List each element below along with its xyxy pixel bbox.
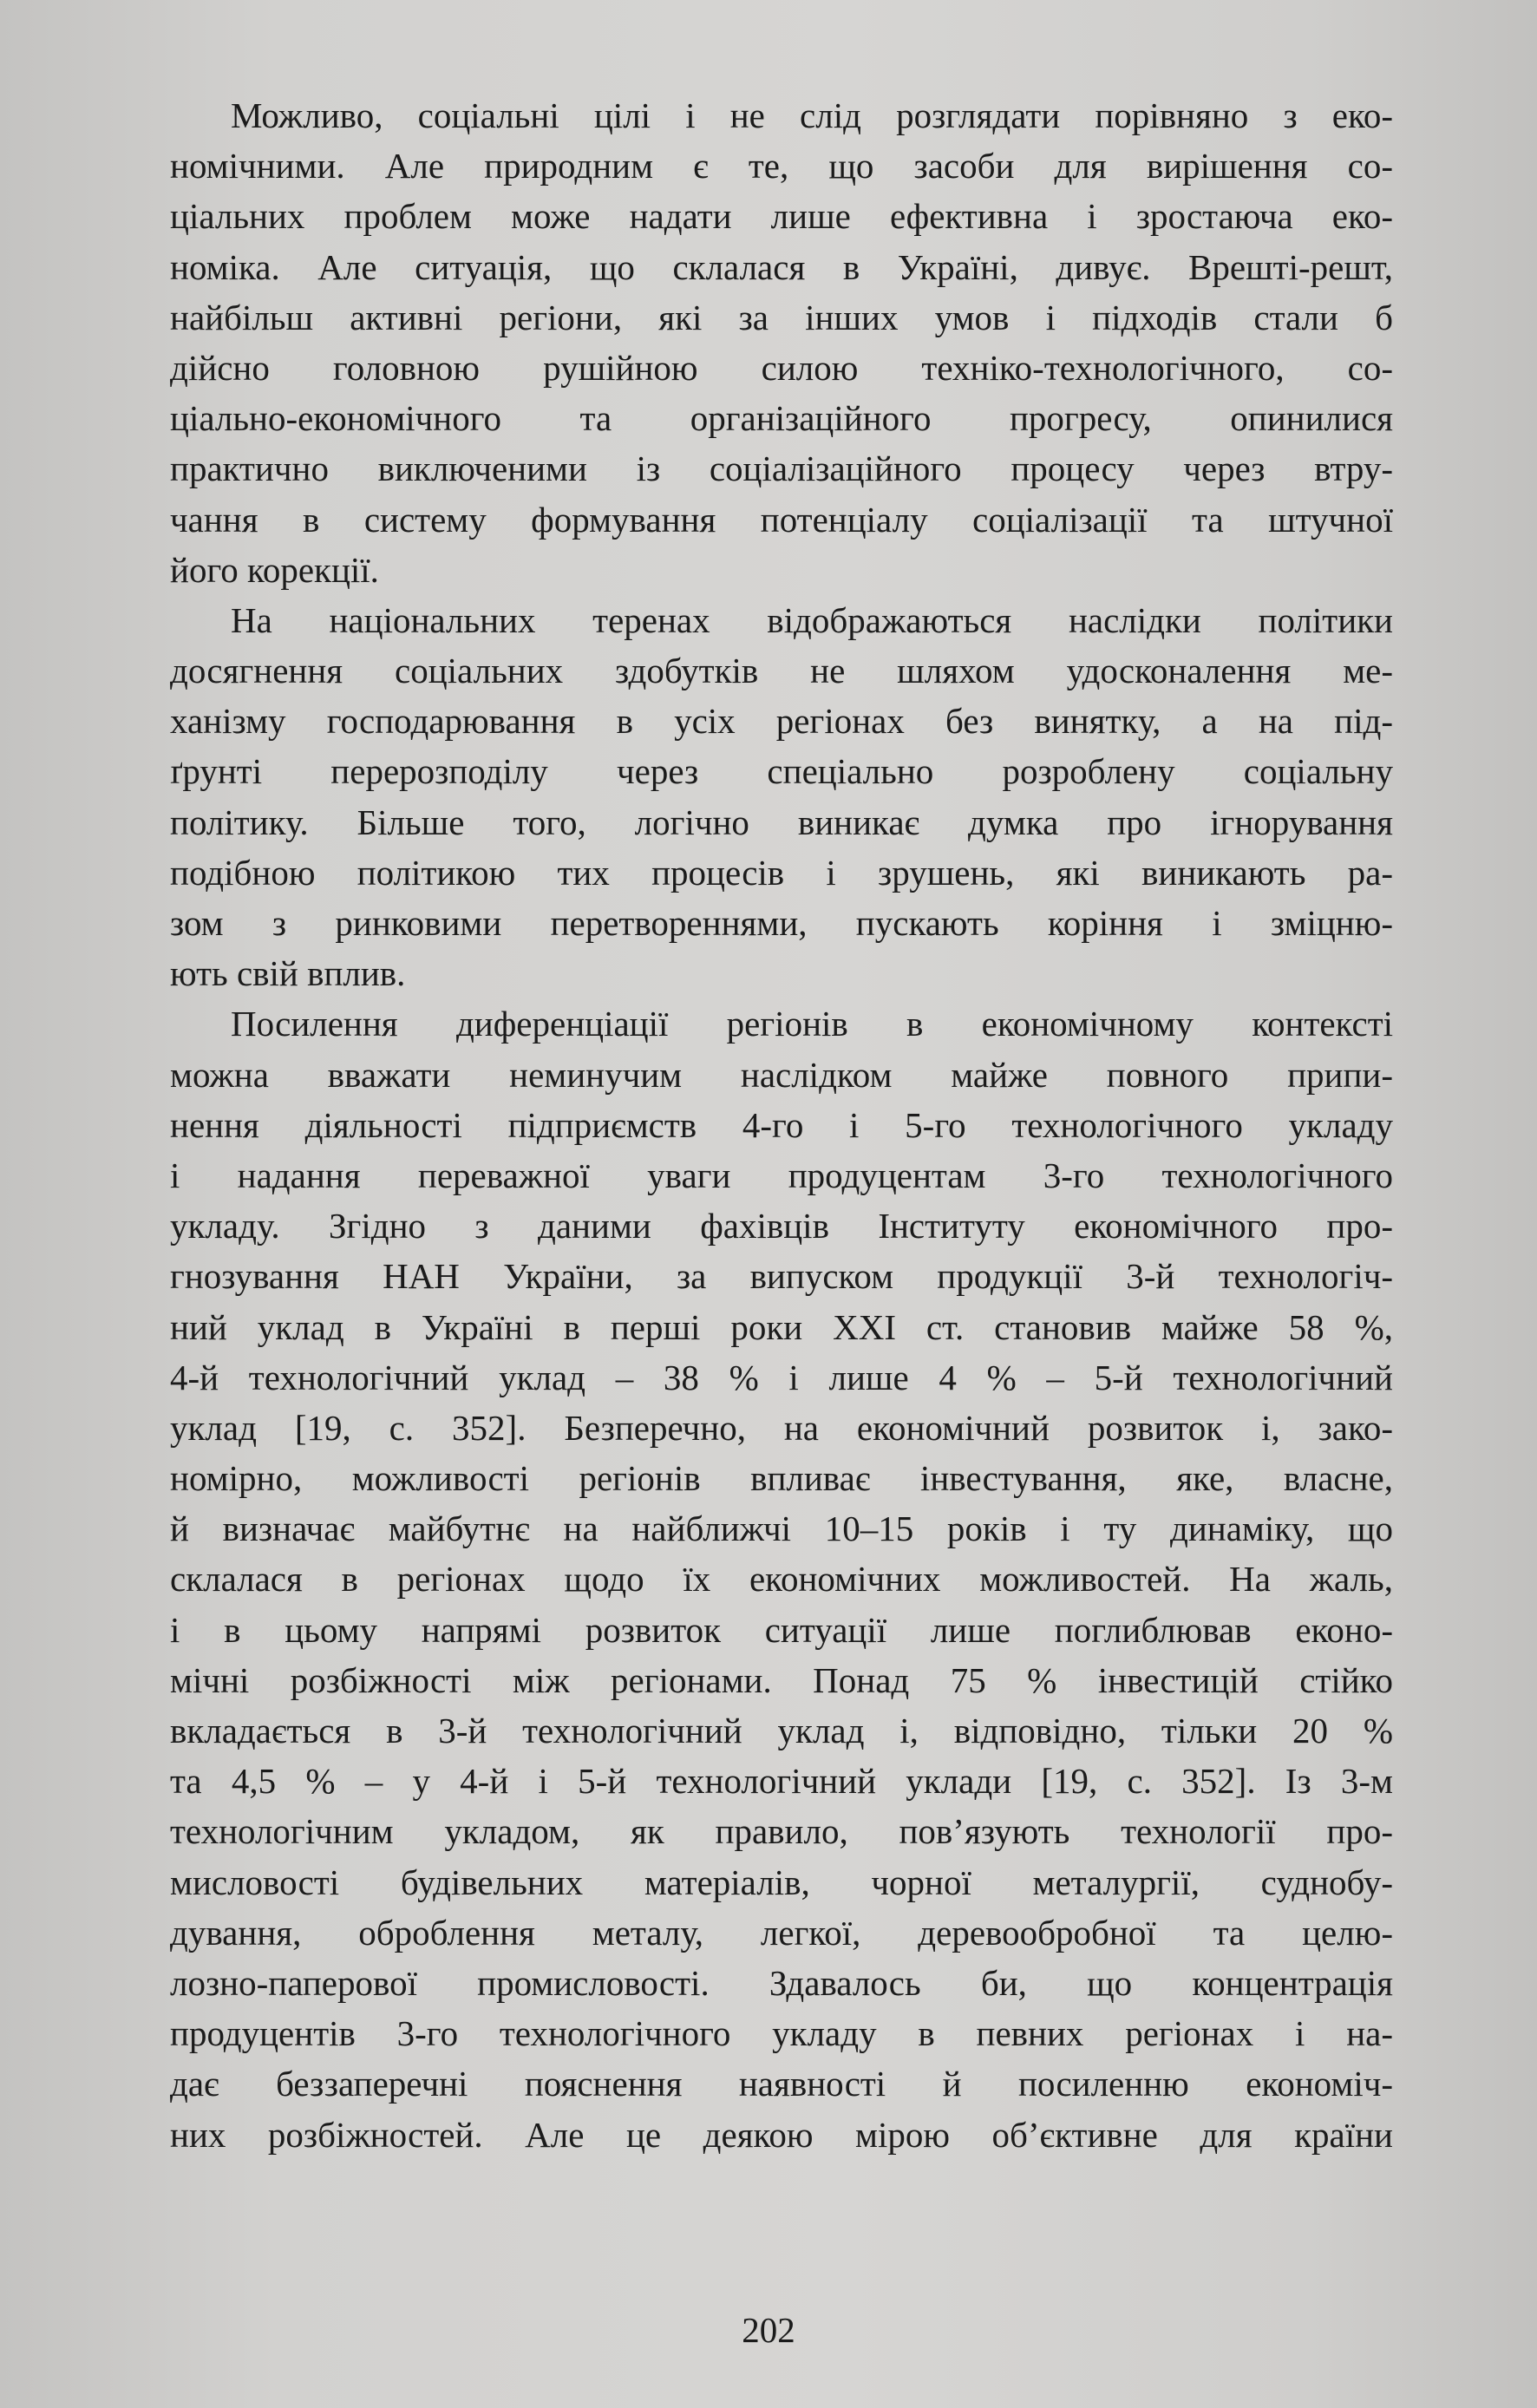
paragraph-3: [170, 998, 1393, 2159]
text-line: лозно-паперової промисловості. Здавалось би, що концентрація: [170, 1962, 1393, 2003]
text-line: укладу. Згідно з даними фахівців Інституту економічного про-: [170, 1206, 1393, 1247]
text-line: ханізму господарювання в усіх регіонах без винятку, а на під-: [170, 701, 1393, 742]
text-line: і в цьому напрямі розвиток ситуації лише поглиблював еконо-: [170, 1609, 1393, 1650]
text-line: гнозування НАН України, за випуском продукції 3-й технологіч-: [170, 1256, 1393, 1297]
page-number: 202: [742, 2310, 795, 2350]
text-line: можна вважати неминучим наслідком майже повного припи-: [170, 1054, 1393, 1095]
text-line: чання в систему формування потенціалу соціалізації та штучної: [170, 499, 1393, 540]
text-line: Можливо, соціальні цілі і не слід розглядати порівняно з еко-: [231, 95, 1393, 135]
text-line: політику. Більше того, логічно виникає думка про ігнорування: [170, 802, 1393, 842]
text-line: номірно, можливості регіонів впливає інвестування, яке, власне,: [170, 1458, 1393, 1499]
text-line: подібною політикою тих процесів і зрушень, які виникають ра-: [170, 852, 1393, 893]
text-line: найбільш активні регіони, які за інших умов і підходів стали б: [170, 297, 1393, 337]
paragraph-2: [170, 595, 1393, 999]
text-line: та 4,5 % – у 4-й і 5-й технологічний уклади [19, с. 352]. Із 3-м: [170, 1761, 1393, 1802]
text-line: ціальних проблем може надати лише ефективна і зростаюча еко-: [170, 196, 1393, 237]
text-line: мисловості будівельних матеріалів, чорної металургії, суднобу-: [170, 1862, 1393, 1902]
body-text: [170, 90, 1393, 2160]
text-line: ґрунті перерозподілу через спеціально розроблену соціальну: [170, 751, 1393, 792]
text-line: ють свій вплив.: [170, 953, 406, 994]
text-line: його корекції.: [170, 549, 379, 590]
text-line: досягнення соціальних здобутків не шляхом удосконалення ме-: [170, 651, 1393, 691]
text-line: ний уклад в Україні в перші роки XXI ст. становив майже 58 %,: [170, 1306, 1393, 1347]
text-line: номічними. Але природним є те, що засоби для вирішення со-: [170, 146, 1393, 186]
text-line: практично виключеними із соціалізаційного процесу через втру-: [170, 448, 1393, 489]
text-line: На національних теренах відображаються наслідки політики: [231, 599, 1393, 640]
text-line: продуцентів 3-го технологічного укладу в певних регіонах і на-: [170, 2013, 1393, 2054]
text-line: номіка. Але ситуація, що склалася в Україні, дивує. Врешті-решт,: [170, 246, 1393, 287]
text-line: ціально-економічного та організаційного прогресу, опинилися: [170, 398, 1393, 439]
text-line: нення діяльності підприємств 4-го і 5-го технологічного укладу: [170, 1104, 1393, 1145]
text-line: зом з ринковими перетвореннями, пускають коріння і зміцню-: [170, 903, 1393, 943]
text-line: й визначає майбутнє на найближчі 10–15 років і ту динаміку, що: [170, 1508, 1393, 1549]
text-line: технологічним укладом, як правило, пов’язують технології про-: [170, 1811, 1393, 1852]
text-line: вкладається в 3-й технологічний уклад і, відповідно, тільки 20 %: [170, 1711, 1393, 1750]
text-line: дійсно головною рушійною силою техніко-технологічного, со-: [170, 347, 1393, 388]
paragraph-1: [170, 90, 1393, 595]
text-line: дування, оброблення металу, легкої, деревообробної та целю-: [170, 1912, 1393, 1953]
text-line: склалася в регіонах щодо їх економічних можливостей. На жаль,: [170, 1559, 1393, 1600]
text-line: дає беззаперечні пояснення наявності й посиленню економіч-: [170, 2064, 1393, 2104]
text-line: мічні розбіжності між регіонами. Понад 75 % інвестицій стійко: [170, 1659, 1393, 1700]
text-line: уклад [19, с. 352]. Безперечно, на економічний розвиток і, зако-: [170, 1407, 1393, 1448]
text-line: 4-й технологічний уклад – 38 % і лише 4 % – 5-й технологічний: [170, 1357, 1393, 1397]
text-line: Посилення диференціації регіонів в економічному контексті: [231, 1004, 1393, 1044]
text-line: них розбіжностей. Але це деякою мірою об’єктивне для країни: [170, 2114, 1393, 2155]
text-line: і надання переважної уваги продуцентам 3-го технологічного: [170, 1155, 1393, 1195]
